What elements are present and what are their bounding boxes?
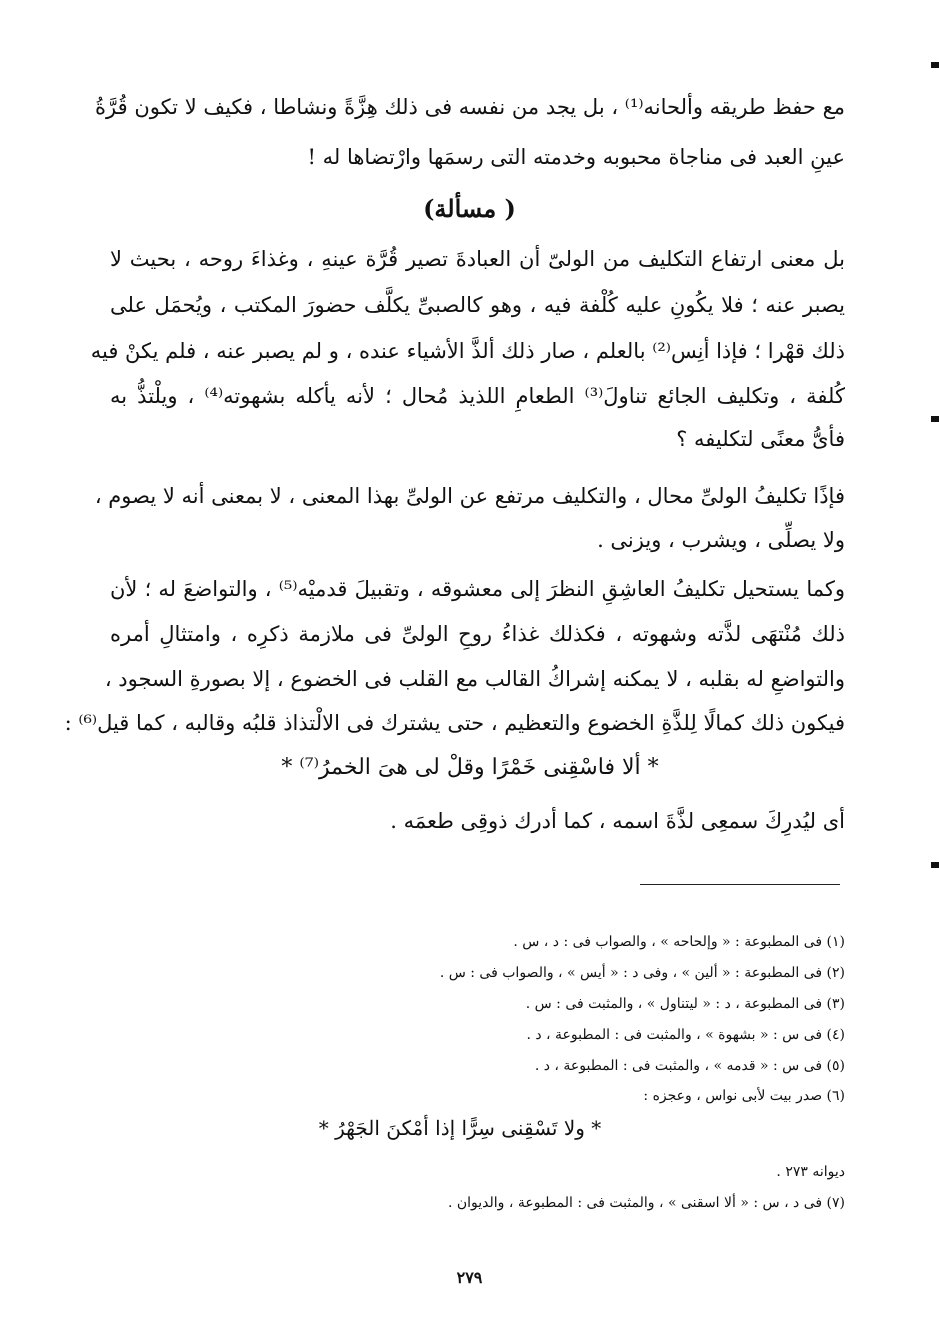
body-line: يصبر عنه ؛ فلا يكُونِ عليه كُلْفة فيه ، وهو كالصبىِّ يكلَّف حضورَ المكتب ، ويُحمَل على [110, 293, 845, 317]
footnote: (١) فى المطبوعة : « وإلحاحه » ، والصواب فى : د ، س . [513, 934, 845, 950]
body-line: أى ليُدرِكَ سمعِى لذَّةَ اسمه ، كما أدرك ذوقِى طعمَه . [390, 809, 845, 833]
body-line: ذلك قهْرا ؛ فإذا أنِس⁽²⁾ بالعلم ، صار ذلك ألذَّ الأشياء عنده ، و لم يصبر عنه ، فلم يكنْ فيه [90, 339, 845, 363]
section-title: ( مسألة) [423, 194, 516, 223]
footnote: (٧) فى د ، س : « ألا اسقنى » ، والمثبت فى : المطبوعة ، والديوان . [447, 1195, 845, 1211]
footnote: (٦) صدر بيت لأبى نواس ، وعجزه : [643, 1088, 845, 1104]
footnote: (٤) فى س : « بشهوة » ، والمثبت فى : المطبوعة ، د . [526, 1027, 845, 1043]
body-line: عينِ العبد فى مناجاة محبوبه وخدمته التى رسمَها وارْتضاها له ! [307, 145, 845, 169]
footnote: ديوانه ٢٧٣ . [776, 1164, 845, 1180]
body-line: فأىُّ معنًى لتكليفه ؟ [676, 427, 845, 451]
footnote: (٥) فى س : « قدمه » ، والمثبت فى : المطبوعة ، د . [534, 1058, 845, 1074]
body-line: فيكون ذلك كمالًا لِلذَّةِ الخضوع والتعظيم ، حتى يشترك فى الالْتذاذ قلبُه وقالبه ، كما قيل⁽⁶⁾ : [64, 711, 845, 735]
poem-verse: * ألا فاسْقِنى خَمْرًا وقلْ لى هىَ الخمرُ⁽⁷⁾ * [281, 755, 659, 780]
body-line: والتواضعِ له بقلبه ، لا يمكنه إشراكُ القالب مع القلب فى الخضوع ، إلا بصورةِ السجود ، [104, 667, 845, 691]
scan-mark [931, 62, 939, 68]
footnote-verse: * ولا تَسْقِنى سِرًّا إذا أمْكنَ الجَهْرُ * [318, 1116, 602, 1140]
body-line: بل معنى ارتفاع التكليف من الولىّ أن العبادةَ تصير قُرَّة عينهِ ، وغذاءَ روحه ، بحيث لا [110, 247, 845, 271]
footnote: (٢) فى المطبوعة : « ألين » ، وفى د : « أيس » ، والصواب فى : س . [439, 965, 845, 981]
scan-mark [931, 862, 939, 868]
body-line: ولا يصلِّى ، ويشرب ، ويزنى . [597, 528, 845, 552]
scan-mark [931, 416, 939, 422]
footnote: (٣) فى المطبوعة ، د : « ليتناول » ، والمثبت فى : س . [525, 996, 845, 1012]
body-line: فإذًا تكليفُ الولىِّ محال ، والتكليف مرتفع عن الولىِّ بهذا المعنى ، لا بمعنى أنه لا يصوم ، [94, 484, 845, 508]
page-number: ٢٧٩ [456, 1268, 483, 1287]
body-line: ذلك مُنْتهَى لذَّته وشهوته ، فكذلك غذاءُ روحِ الولىِّ فى ملازمة ذكرِه ، وامتثالِ أمره [110, 622, 845, 646]
body-line: وكما يستحيل تكليفُ العاشِقِ النظرَ إلى معشوقه ، وتقبيلَ قدميْه⁽⁵⁾ ، والتواضعَ له ؛ لأن [110, 577, 845, 601]
body-line: كُلفة ، وتكليف الجائع تناولَ⁽³⁾ الطعامِ اللذيذ مُحال ؛ لأنه يأكله بشهوته⁽⁴⁾ ، ويلْتذُّ به [110, 384, 845, 408]
footnote-divider [640, 884, 840, 885]
body-line: مع حفظ طريقه وألحانه⁽¹⁾ ، بل يجد من نفسه فى ذلك هِزَّةً ونشاطا ، فكيف لا تكون قُرَّةُ [95, 95, 845, 119]
